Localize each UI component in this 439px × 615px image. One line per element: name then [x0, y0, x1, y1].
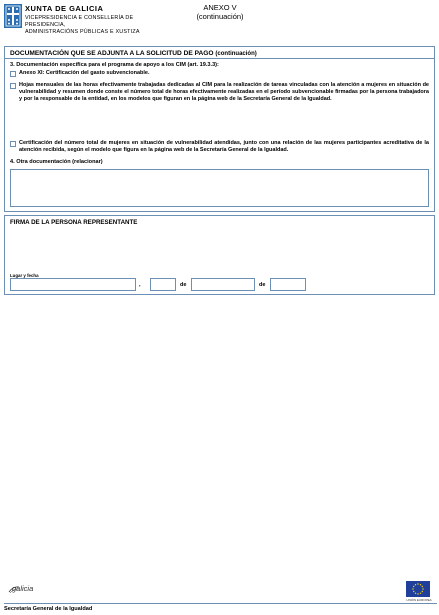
de-separator-2: de	[259, 282, 266, 288]
galicia-logo: galicia	[12, 584, 34, 593]
documentation-title	[10, 50, 257, 57]
year-field[interactable]	[270, 278, 306, 291]
org-name: XUNTA DE GALICIA	[25, 4, 104, 13]
checkbox-monthly-hours-label: Hojas mensuales de las horas efectivamente trabajadas dedicadas al CIM para la realización de tareas vinculadas con la atención a mujeres en situación de vulnerabilidad y resumen donde conste el número total de horas efectivamente realizadas en el período subvencionable firmadas por la persona trabajadora y por la responsable de la entidad, en los modelos que figuran en la página web de la Secretaría General de la Igualdad.	[19, 82, 429, 102]
place-date-label: Lugar y fecha	[10, 273, 39, 278]
org-subtitle	[25, 15, 175, 36]
signature-title: FIRMA DE LA PERSONA REPRESENTANTE	[10, 219, 138, 226]
month-field[interactable]	[191, 278, 255, 291]
checkbox-women-count-label: Certificación del número total de mujeres en situación de vulnerabilidad atendidas, junto con una relación de las mujeres participantes acreditativa de la atención recibida, según el modelo que figura en la página web de la Secretaría General de la Igualdad.	[19, 140, 429, 153]
item3-title: 3. Documentación específica para el programa de apoyo a los CIM (art. 19.3.3):	[10, 62, 219, 68]
day-field[interactable]	[150, 278, 176, 291]
item4-title: 4. Otra documentación (relacionar)	[10, 159, 103, 165]
checkbox-women-count[interactable]	[10, 141, 16, 147]
section-divider	[5, 58, 434, 59]
de-separator-1: de	[180, 282, 187, 288]
annex-title-line2: (continuación)	[196, 12, 244, 21]
org-subtitle-line2: ADMINISTRACIÓNS PÚBLICAS E XUSTIZA	[25, 29, 140, 35]
eu-flag-icon	[406, 581, 430, 597]
checkbox-monthly-hours[interactable]	[10, 83, 16, 89]
annex-title	[190, 3, 250, 21]
footer-department: Secretaría General de la Igualdad	[4, 606, 93, 612]
comma-separator: ,	[139, 282, 141, 288]
other-documentation-field[interactable]	[10, 169, 429, 207]
checkbox-annex-xi-label: Anexo XI: Certificación del gasto subvencionable.	[19, 70, 150, 76]
eu-label: UNIÓN EUROPEA	[406, 598, 432, 602]
xunta-logo-icon	[4, 4, 22, 28]
footer-divider	[4, 603, 437, 604]
annex-title-line1: ANEXO V	[203, 3, 237, 12]
documentation-title-suffix: (continuación)	[215, 51, 257, 57]
documentation-title-text: DOCUMENTACIÓN QUE SE ADJUNTA A LA SOLICITUD DE PAGO	[10, 50, 214, 57]
checkbox-annex-xi[interactable]	[10, 71, 16, 77]
place-field[interactable]	[10, 278, 136, 291]
org-subtitle-line1: VICEPRESIDENCIA E CONSELLERÍA DE PRESIDENCIA,	[25, 15, 134, 28]
